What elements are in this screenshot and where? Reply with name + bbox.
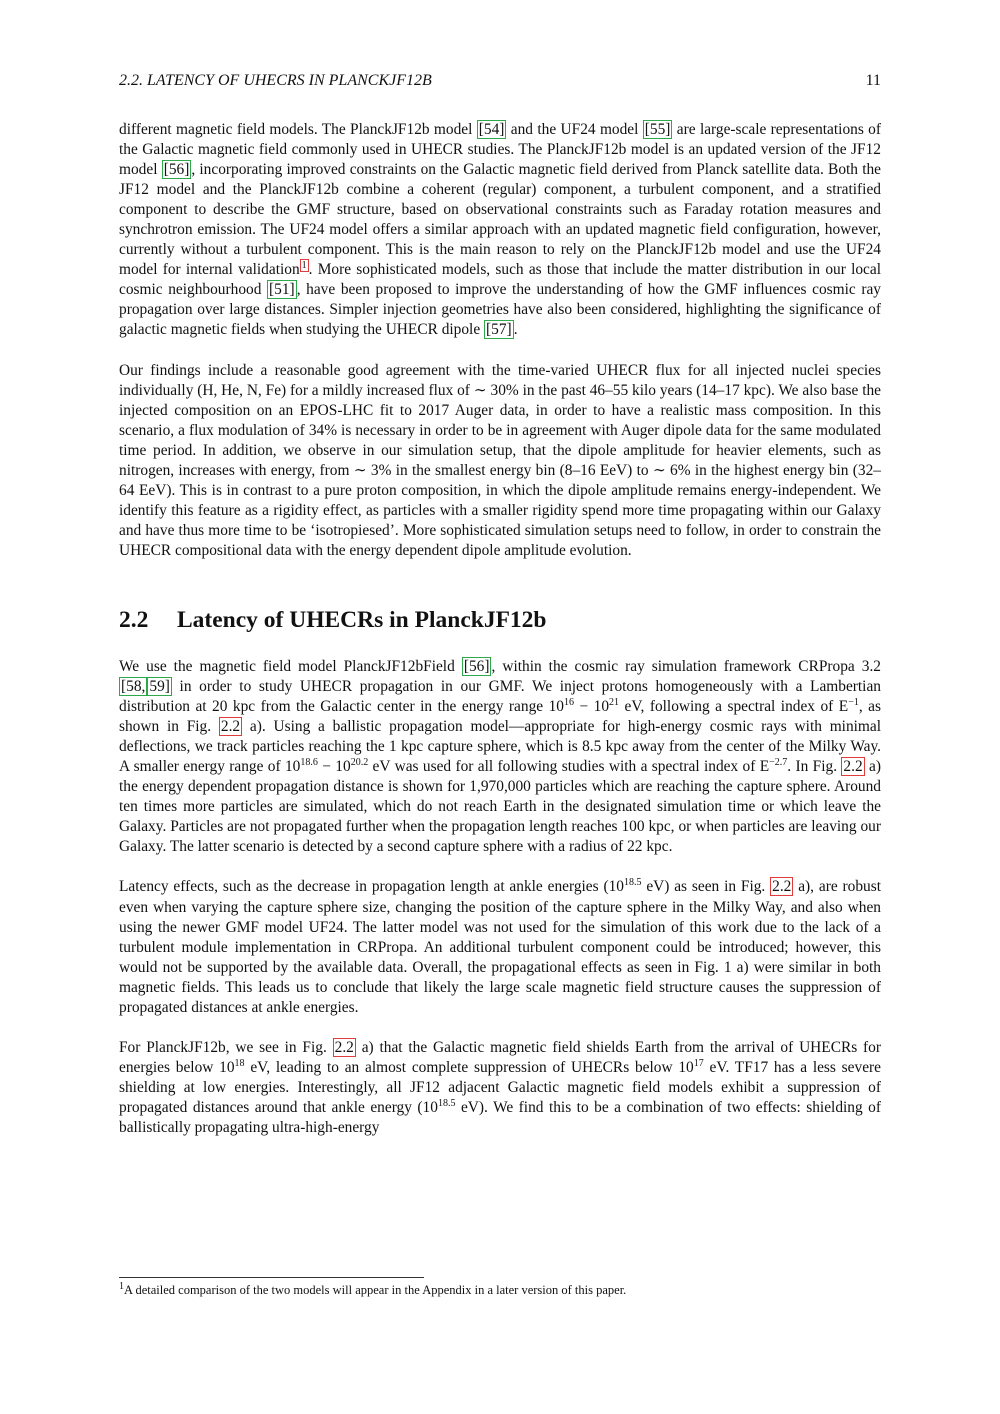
text-run: eV) as seen in Fig. xyxy=(641,878,771,896)
text-run: . In Fig. xyxy=(787,758,842,776)
footnote xyxy=(119,1282,881,1298)
text-run: − 10 xyxy=(574,698,610,716)
citation-link[interactable]: [56] xyxy=(463,657,490,675)
footnote-text: A detailed comparison of the two models will appear in the Appendix in a later version of this paper. xyxy=(124,1283,627,1297)
text-run: , as shown in Fig. xyxy=(119,698,881,736)
figure-link[interactable]: 2.2 xyxy=(220,718,241,736)
section-heading xyxy=(119,605,881,635)
text-run: − 10 xyxy=(317,758,351,776)
text-run: We use the magnetic field model PlanckJF12bField xyxy=(119,657,462,675)
citation-link[interactable]: [58, xyxy=(121,678,146,696)
figure-link[interactable]: 2.2 xyxy=(334,1038,354,1056)
text-run: , incorporating improved constraints on the Galactic magnetic field derived from Planck satellite data. Both the JF12 model and the PlanckJF12b combine a coherent (regular) component, a turbulent component, and a stratified component to describe the GMF structure, based on observational constraints such as Faraday rotation measures and synchrotron emission. The UF24 model offers a similar approach with an updated magnetic field configuration, however, currently without a turbulent component. This is the main reason to rely on the PlanckJF12b model and use the UF24 model for internal validation xyxy=(119,161,881,279)
main-text xyxy=(119,120,881,1158)
text-run: For PlanckJF12b, we see in Fig. xyxy=(119,1038,333,1056)
text-run: eV, leading to an almost complete suppression of UHECRs below 10 xyxy=(244,1058,694,1076)
text-run: and the UF24 model xyxy=(506,121,643,138)
figure-link[interactable]: 2.2 xyxy=(843,758,863,776)
running-header xyxy=(119,72,881,94)
running-title: 2.2. LATENCY OF UHECRS IN PLANCKJF12B xyxy=(119,72,432,89)
citation-link[interactable]: [56] xyxy=(163,161,190,179)
section-number: 2.2 xyxy=(119,606,149,633)
text-run: . xyxy=(513,321,518,339)
text-run: eV, following a spectral index of E xyxy=(619,698,849,716)
text-run: a) the energy dependent propagation distance is shown for 1,970,000 particles which are reaching the capture sphere. Around ten times more particles are simulated, which do not reach Earth in the designated simulation time or which leave the Galaxy. Particles are not propagated further when the propagation length reaches 100 kpc, or when particles are leaving our Galaxy. The latter scenario is detected by a second capture sphere with a radius of 22 kpc. xyxy=(119,758,881,856)
citation-link[interactable]: [54] xyxy=(478,121,505,138)
figure-link[interactable]: 2.2 xyxy=(772,878,792,896)
footnote-marker: 1 xyxy=(119,1280,124,1292)
text-run: a). Using a ballistic propagation model—appropriate for high-energy cosmic rays with minimal deflections, we track particles reaching the 1 kpc capture sphere, which is 8.5 kpc away from the center of the Milky Way. A smaller energy range of 10 xyxy=(119,718,881,776)
citation-link[interactable]: [57] xyxy=(486,321,512,339)
superscript: 18.5 xyxy=(437,1097,456,1109)
text-run: eV. TF17 has a less severe shielding at low energies. Interestingly, all JF12 adjacent Galactic magnetic field models exhibit a suppression of propagated distances around that ankle energy (10 xyxy=(119,1058,881,1116)
text-run: in order to study UHECR propagation in our GMF. We inject protons homogeneously with a Lambertian distribution at 20 kpc from the Galactic center in the energy range 10 xyxy=(119,678,881,716)
superscript: 18 xyxy=(234,1057,245,1069)
superscript: 16 xyxy=(564,696,574,708)
text-run: . More sophisticated models, such as those that include the matter distribution in our local cosmic neighbourhood xyxy=(119,261,881,299)
text-run: , within the cosmic ray simulation framework CRPropa 3.2 xyxy=(491,657,882,675)
section-title: Latency of UHECRs in PlanckJF12b xyxy=(177,606,547,633)
text-run: eV). We find this to be a combination of two effects: shielding of ballistically propagating ultra-high-energy xyxy=(119,1098,881,1136)
superscript: −1 xyxy=(848,696,859,708)
paragraph-shielding xyxy=(119,1038,881,1138)
text-run: , have been proposed to improve the understanding of how the GMF influences cosmic ray propagation over large distances. Simpler injection geometries have also been considered, highlighting the significance of galactic magnetic fields when studying the UHECR dipole xyxy=(119,281,881,339)
superscript: 18.5 xyxy=(623,877,642,889)
text-run: Latency effects, such as the decrease in propagation length at ankle energies (10 xyxy=(119,878,624,896)
paragraph-findings: Our findings include a reasonable good agreement with the time-varied UHECR flux for all injected nuclei species individually (H, He, N, Fe) for a mildly increased flux of ∼ 30% in the past 46–55 kilo years (14–17 kpc). We also base the injected composition on an EPOS-LHC fit to 2017 Auger data, in order to have a realistic mass composition. In this scenario, a flux modulation of 34% is necessary in order to be in agreement with Auger dipole data for the same modulated time period. In addition, we observe in our simulation setup, that the dipole amplitude for heavier elements, such as nitrogen, increases with energy, from ∼ 3% in the smallest energy bin (8–16 EeV) to ∼ 6% in the highest energy bin (32–64 EeV). This is in contrast to a pure proton composition, in which the dipole amplitude remains energy-independent. We identify this feature as a rigidity effect, as particles with a smaller rigidity spend more time propagating within our Galaxy and have thus more time to be ‘isotropiesed’. More sophisticated simulation setups need to follow, in order to constrain the UHECR compositional data with the energy dependent dipole amplitude evolution. xyxy=(119,361,881,559)
superscript: 20.2 xyxy=(350,757,369,769)
superscript: −2.7 xyxy=(769,757,788,769)
citation-link[interactable]: [51] xyxy=(269,281,295,299)
superscript: 17 xyxy=(693,1057,704,1069)
paragraph-gmf-models xyxy=(119,120,881,341)
superscript: 18.6 xyxy=(300,757,318,769)
footnote-rule xyxy=(119,1277,424,1278)
text-run: a), are robust even when varying the capture sphere size, changing the position of the capture sphere in the Milky Way, and also when using the newer GMF model UF24. The latter model was not used for the simulation of this work due to the lack of a turbulent module implementation in CRPropa. An additional turbulent component could be introduced; however, this would not be supported by the available data. Overall, the propagational effects as seen in Fig. 1 a) were similar in both magnetic fields. This leads us to conclude that likely the large scale magnetic field structure causes the suppression of propagated distances at ankle energies. xyxy=(119,878,881,1016)
paragraph-latency-effects xyxy=(119,877,881,1017)
paragraph-simulation-setup xyxy=(119,657,881,857)
citation-link[interactable]: 59] xyxy=(149,678,170,696)
text-run: a) that the Galactic magnetic field shields Earth from the arrival of UHECRs for energies below 10 xyxy=(119,1038,881,1076)
footnote-link[interactable]: 1 xyxy=(301,260,307,272)
text-run: eV was used for all following studies with a spectral index of E xyxy=(368,758,770,776)
citation-link[interactable]: [55] xyxy=(644,121,671,138)
page-number: 11 xyxy=(865,72,881,89)
text-run: are large-scale representations of the Galactic magnetic field commonly used in UHECR studies. The PlanckJF12b model is an updated version of the JF12 model xyxy=(119,121,882,179)
text-run: different magnetic field models. The PlanckJF12b model xyxy=(119,121,477,138)
superscript: 21 xyxy=(609,696,620,708)
